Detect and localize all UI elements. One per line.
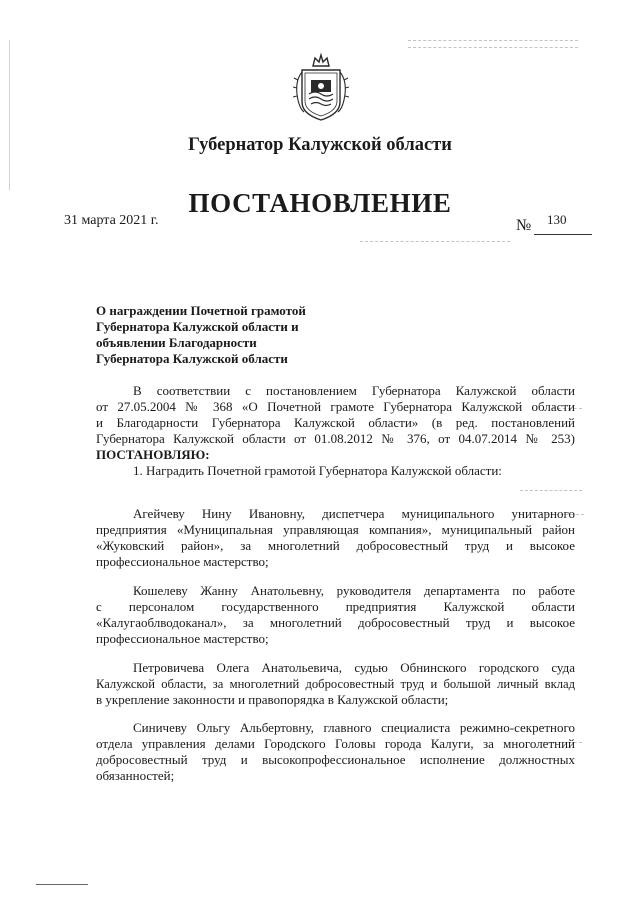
scan-artifact: [408, 40, 578, 41]
resolve-heading: ПОСТАНОВЛЯЮ:: [96, 447, 210, 462]
document-date: 31 марта 2021 г.: [64, 213, 159, 228]
coat-of-arms-icon: [293, 52, 349, 124]
scan-artifact: [36, 884, 88, 885]
preamble-line: от 27.05.2004 № 368 «О Почетной грамоте Губернатора Калужской области: [96, 399, 575, 414]
awardee-line: Кошелеву Жанну Анатольевну, руководителя департамента по работе: [133, 583, 575, 598]
item-1: 1. Наградить Почетной грамотой Губернатора Калужской области:: [133, 463, 502, 478]
preamble-line: Губернатора Калужской области от 01.08.2012 № 376, от 04.07.2014 № 253): [96, 431, 575, 446]
awardee-line: в укрепление законности и правопорядка в Калужской области;: [96, 692, 449, 707]
awardee-line: Петровичева Олега Анатольевича, судью Обнинского городского суда: [133, 660, 575, 675]
issuing-authority: Губернатор Калужской области: [188, 135, 452, 155]
document-number: 130: [547, 212, 567, 227]
document-type: ПОСТАНОВЛЕНИЕ: [188, 188, 452, 218]
awardee-line: профессиональное мастерство;: [96, 631, 269, 646]
awardee-line: предприятия «Муниципальная управляющая компания», муниципальный район: [96, 522, 575, 537]
scan-artifact: [360, 241, 510, 242]
preamble-line: В соответствии с постановлением Губернатора Калужской области: [133, 383, 575, 398]
document-number-underline: [534, 234, 592, 235]
awardee-line: «Жуковский район», за многолетний добросовестный труд и высокое: [96, 538, 575, 553]
preamble-line: и Благодарности Губернатора Калужской области» (в ред. постановлений: [96, 415, 575, 430]
awardee-line: обязанностей;: [96, 768, 175, 783]
awardee-line: добросовестный труд и высокопрофессиональное исполнение должностных: [96, 752, 575, 767]
awardee-line: «Калугаоблводоканал», за многолетний добросовестный труд и высокое: [96, 615, 575, 630]
scan-artifact: [408, 47, 578, 48]
awardee-line: Агейчеву Нину Ивановну, диспетчера муниципального унитарного: [133, 506, 575, 521]
document-subject: О награждении Почетной грамотой Губернатора Калужской области и объявлении Благодарности Губернатора Калужской области: [96, 303, 306, 366]
scan-margin-line: [9, 40, 10, 190]
awardee-line: с персоналом государственного предприятия Калужской области: [96, 599, 575, 614]
awardee-line: профессиональное мастерство;: [96, 554, 269, 569]
awardee-line: отдела управления делами Городского Головы города Калуги, за многолетний: [96, 736, 575, 751]
document-number-label: №: [516, 217, 532, 234]
awardee-line: Калужской области, за многолетний добросовестный труд и большой личный вклад: [96, 677, 575, 691]
awardee-line: Синичеву Ольгу Альбертовну, главного специалиста режимно-секретного: [133, 720, 575, 735]
scan-artifact: [520, 490, 582, 491]
